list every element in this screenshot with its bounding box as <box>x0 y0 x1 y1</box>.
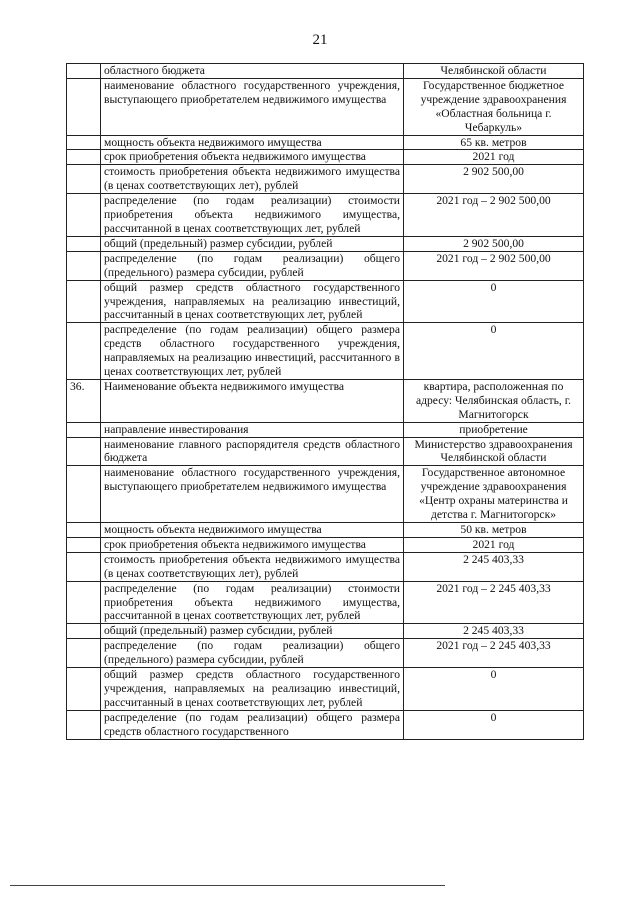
investment-table <box>66 63 584 740</box>
row-number-cell <box>67 466 101 523</box>
table-row <box>67 251 584 280</box>
row-number-cell <box>67 639 101 668</box>
table-body <box>67 64 584 740</box>
row-value-cell: 2 902 500,00 <box>404 165 584 194</box>
table-row <box>67 523 584 538</box>
row-label-cell: мощность объекта недвижимого имущества <box>101 135 404 150</box>
row-number-cell <box>67 581 101 624</box>
row-number-cell <box>67 552 101 581</box>
footer-rule <box>10 885 445 886</box>
table-row <box>67 379 584 422</box>
table-row <box>67 150 584 165</box>
row-value-cell: 0 <box>404 280 584 323</box>
row-label-cell: распределение (по годам реализации) общего (предельного) размера субсидии, рублей <box>101 251 404 280</box>
row-label-cell: распределение (по годам реализации) стоимости приобретения объекта недвижимого имущества, рассчитанной в ценах соответствующих лет, рублей <box>101 194 404 237</box>
row-number-cell <box>67 523 101 538</box>
table-row <box>67 194 584 237</box>
table-row <box>67 323 584 380</box>
row-label-cell: областного бюджета <box>101 64 404 79</box>
row-value-cell: 2021 год <box>404 537 584 552</box>
row-number-cell <box>67 668 101 711</box>
row-label-cell: распределение (по годам реализации) общего размера средств областного государственного учреждения, направляемых на реализацию инвестиций, рассчитанного в ценах соответствующих лет, рублей <box>101 323 404 380</box>
row-number-cell <box>67 165 101 194</box>
row-number-cell <box>67 150 101 165</box>
row-label-cell: общий (предельный) размер субсидии, рублей <box>101 236 404 251</box>
row-number-cell <box>67 323 101 380</box>
table-row <box>67 581 584 624</box>
row-number-cell <box>67 194 101 237</box>
row-number-cell <box>67 710 101 739</box>
row-value-cell: 2021 год – 2 902 500,00 <box>404 194 584 237</box>
row-value-cell: приобретение <box>404 422 584 437</box>
row-label-cell: Наименование объекта недвижимого имущества <box>101 379 404 422</box>
row-label-cell: общий размер средств областного государственного учреждения, направляемых на реализацию инвестиций, рассчитанный в ценах соответствующих лет, рублей <box>101 280 404 323</box>
row-number-cell <box>67 537 101 552</box>
table-row <box>67 135 584 150</box>
table-row <box>67 537 584 552</box>
row-label-cell: мощность объекта недвижимого имущества <box>101 523 404 538</box>
page-number: 21 <box>312 32 328 48</box>
table-row <box>67 64 584 79</box>
row-value-cell: Министерство здравоохранения Челябинской области <box>404 437 584 466</box>
table-row <box>67 236 584 251</box>
row-label-cell: общий (предельный) размер субсидии, рублей <box>101 624 404 639</box>
table-row <box>67 437 584 466</box>
table-row <box>67 639 584 668</box>
row-label-cell: стоимость приобретения объекта недвижимого имущества (в ценах соответствующих лет), рублей <box>101 552 404 581</box>
row-value-cell: 2021 год <box>404 150 584 165</box>
row-label-cell: направление инвестирования <box>101 422 404 437</box>
row-value-cell: Государственное бюджетное учреждение здравоохранения «Областная больница г. Чебаркуль» <box>404 78 584 135</box>
row-label-cell: стоимость приобретения объекта недвижимого имущества (в ценах соответствующих лет), рублей <box>101 165 404 194</box>
row-number-cell <box>67 251 101 280</box>
row-value-cell: 2 245 403,33 <box>404 624 584 639</box>
row-number-cell <box>67 135 101 150</box>
row-value-cell: Государственное автономное учреждение здравоохранения «Центр охраны материнства и детства г. Магнитогорск» <box>404 466 584 523</box>
row-number-cell <box>67 280 101 323</box>
table-row <box>67 624 584 639</box>
row-label-cell: наименование областного государственного учреждения, выступающего приобретателем недвижимого имущества <box>101 78 404 135</box>
row-value-cell: 0 <box>404 323 584 380</box>
row-label-cell: наименование главного распорядителя средств областного бюджета <box>101 437 404 466</box>
row-label-cell: срок приобретения объекта недвижимого имущества <box>101 150 404 165</box>
row-value-cell: квартира, расположенная по адресу: Челябинская область, г. Магнитогорск <box>404 379 584 422</box>
row-number-cell <box>67 64 101 79</box>
row-value-cell: 50 кв. метров <box>404 523 584 538</box>
row-number-cell <box>67 236 101 251</box>
table-row <box>67 78 584 135</box>
table-row <box>67 710 584 739</box>
row-label-cell: срок приобретения объекта недвижимого имущества <box>101 537 404 552</box>
table-row <box>67 552 584 581</box>
row-value-cell: 65 кв. метров <box>404 135 584 150</box>
row-number-cell <box>67 437 101 466</box>
row-label-cell: наименование областного государственного учреждения, выступающего приобретателем недвижимого имущества <box>101 466 404 523</box>
row-value-cell: Челябинской области <box>404 64 584 79</box>
row-value-cell: 2 245 403,33 <box>404 552 584 581</box>
row-value-cell: 0 <box>404 710 584 739</box>
row-label-cell: распределение (по годам реализации) общего размера средств областного государственного <box>101 710 404 739</box>
row-value-cell: 2021 год – 2 245 403,33 <box>404 581 584 624</box>
table-row <box>67 668 584 711</box>
row-number-cell: 36. <box>67 379 101 422</box>
table-row <box>67 466 584 523</box>
row-label-cell: общий размер средств областного государственного учреждения, направляемых на реализацию инвестиций, рассчитанный в ценах соответствующих лет, рублей <box>101 668 404 711</box>
row-label-cell: распределение (по годам реализации) стоимости приобретения объекта недвижимого имущества, рассчитанной в ценах соответствующих лет, рублей <box>101 581 404 624</box>
table-row <box>67 422 584 437</box>
row-value-cell: 2021 год – 2 902 500,00 <box>404 251 584 280</box>
row-number-cell <box>67 78 101 135</box>
row-label-cell: распределение (по годам реализации) общего (предельного) размера субсидии, рублей <box>101 639 404 668</box>
row-value-cell: 2 902 500,00 <box>404 236 584 251</box>
row-number-cell <box>67 624 101 639</box>
table-row <box>67 280 584 323</box>
table-row <box>67 165 584 194</box>
row-value-cell: 2021 год – 2 245 403,33 <box>404 639 584 668</box>
row-number-cell <box>67 422 101 437</box>
row-value-cell: 0 <box>404 668 584 711</box>
